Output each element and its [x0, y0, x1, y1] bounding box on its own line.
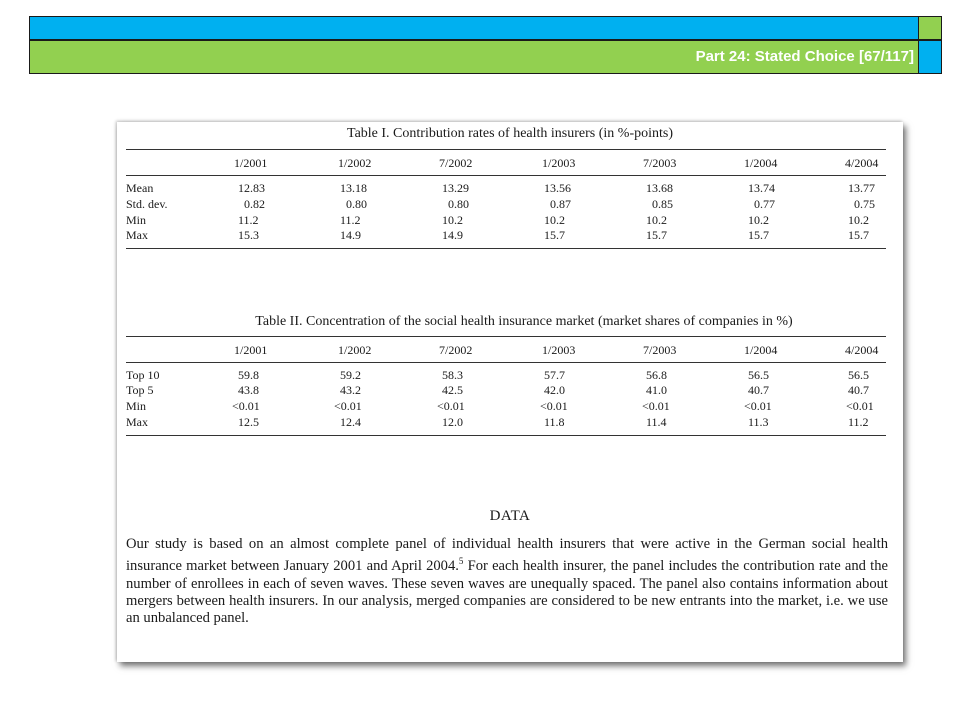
table-cell: 15.7	[748, 228, 769, 242]
table-cell: 40.7	[748, 383, 769, 397]
table1-col-header: 7/2003	[643, 156, 677, 170]
table-cell: 15.7	[848, 228, 869, 242]
table-cell: 56.5	[748, 368, 769, 382]
paper-excerpt-image	[117, 122, 903, 662]
table-cell: 13.56	[544, 181, 571, 195]
header-title-bar	[29, 40, 919, 74]
table1-col-header: 1/2004	[744, 156, 778, 170]
table1-col-header: 7/2002	[439, 156, 473, 170]
table-cell: 0.80	[346, 197, 367, 211]
table2-top-rule	[126, 336, 886, 337]
row-label: Top 5	[126, 383, 154, 397]
row-label: Min	[126, 213, 147, 227]
table2-bottom-rule	[126, 435, 886, 436]
table-cell: 0.80	[448, 197, 469, 211]
header-corner-square-top	[918, 16, 942, 40]
table-cell: <0.01	[642, 399, 670, 413]
table-cell: 10.2	[544, 213, 565, 227]
table-cell: 0.87	[550, 197, 571, 211]
table-cell: 11.4	[646, 415, 667, 429]
row-label: Max	[126, 415, 148, 429]
table-cell: 56.8	[646, 368, 667, 382]
data-section-paragraph	[126, 536, 888, 628]
table-cell: 42.5	[442, 383, 463, 397]
header-top-bar	[29, 16, 919, 40]
table-cell: <0.01	[232, 399, 260, 413]
table-cell: 11.3	[748, 415, 769, 429]
table-cell: 13.18	[340, 181, 367, 195]
table1-header-rule	[126, 175, 886, 176]
table1-col-header: 4/2004	[845, 156, 879, 170]
table-cell: <0.01	[540, 399, 568, 413]
table2-col-header: 1/2001	[234, 343, 268, 357]
table-cell: 0.82	[244, 197, 265, 211]
table1-col-header: 1/2002	[338, 156, 372, 170]
table-cell: <0.01	[437, 399, 465, 413]
table2-caption: Table II. Concentration of the social health insurance market (market shares of companies in %)	[255, 314, 793, 329]
header-corner-square-bottom	[918, 40, 942, 74]
table2-col-header: 1/2003	[542, 343, 576, 357]
table-cell: 56.5	[848, 368, 869, 382]
table2-col-header: 4/2004	[845, 343, 879, 357]
table1-col-header: 1/2001	[234, 156, 268, 170]
table-cell: 15.7	[646, 228, 667, 242]
table-cell: 11.2	[238, 213, 259, 227]
table-cell: <0.01	[744, 399, 772, 413]
table-cell: 14.9	[340, 228, 361, 242]
table-cell: 13.68	[646, 181, 673, 195]
table-cell: 57.7	[544, 368, 565, 382]
row-label: Min	[126, 399, 147, 413]
table-cell: 13.77	[848, 181, 875, 195]
table-cell: 11.8	[544, 415, 565, 429]
table-cell: 13.29	[442, 181, 469, 195]
table2-col-header: 7/2003	[643, 343, 677, 357]
table2-col-header: 1/2004	[744, 343, 778, 357]
table-cell: 43.2	[340, 383, 361, 397]
row-label: Top 10	[126, 368, 160, 382]
footnote-marker: 5	[458, 556, 464, 567]
table-cell: 10.2	[748, 213, 769, 227]
paragraph-text-end: For each health insurer, the panel includes the contribution rate and the number of enrollees in each of seven waves. These seven waves are unequally spaced. The panel also contains information about mergers between health insurers. In our analysis, merged companies are considered to be new entrants into the market, i.e. we use an unbalanced panel.	[126, 558, 888, 627]
table-cell: 0.77	[754, 197, 775, 211]
table-cell: 10.2	[442, 213, 463, 227]
table-cell: 58.3	[442, 368, 463, 382]
table1-caption: Table I. Contribution rates of health insurers (in %-points)	[347, 126, 673, 141]
table-cell: 59.2	[340, 368, 361, 382]
table-cell: 11.2	[340, 213, 361, 227]
table-cell: 15.7	[544, 228, 565, 242]
table-cell: <0.01	[334, 399, 362, 413]
table-cell: 12.4	[340, 415, 361, 429]
table1-bottom-rule	[126, 248, 886, 249]
table-cell: 10.2	[646, 213, 667, 227]
table-cell: 13.74	[748, 181, 775, 195]
table-cell: 41.0	[646, 383, 667, 397]
table-cell: 12.0	[442, 415, 463, 429]
table-cell: 14.9	[442, 228, 463, 242]
table-cell: 12.5	[238, 415, 259, 429]
paragraph-text-start: Our study is based on an almost complete panel of individual health insurers that were active in the German social health insurance market between January 2001 and April 2004.	[126, 536, 888, 575]
table-cell: 43.8	[238, 383, 259, 397]
row-label: Std. dev.	[126, 197, 168, 211]
table1-col-header: 1/2003	[542, 156, 576, 170]
table-cell: 42.0	[544, 383, 565, 397]
table2-header-rule	[126, 362, 886, 363]
row-label: Mean	[126, 181, 154, 195]
table-cell: 12.83	[238, 181, 265, 195]
table2-col-header: 7/2002	[439, 343, 473, 357]
row-label: Max	[126, 228, 148, 242]
slide-title: Part 24: Stated Choice [67/117]	[695, 48, 914, 65]
table1-top-rule	[126, 149, 886, 150]
table-cell: 15.3	[238, 228, 259, 242]
table-cell: <0.01	[846, 399, 874, 413]
table-cell: 0.85	[652, 197, 673, 211]
table-cell: 10.2	[848, 213, 869, 227]
table2-col-header: 1/2002	[338, 343, 372, 357]
data-section-heading: DATA	[489, 508, 531, 524]
table-cell: 40.7	[848, 383, 869, 397]
table-cell: 0.75	[854, 197, 875, 211]
table-cell: 11.2	[848, 415, 869, 429]
table-cell: 59.8	[238, 368, 259, 382]
